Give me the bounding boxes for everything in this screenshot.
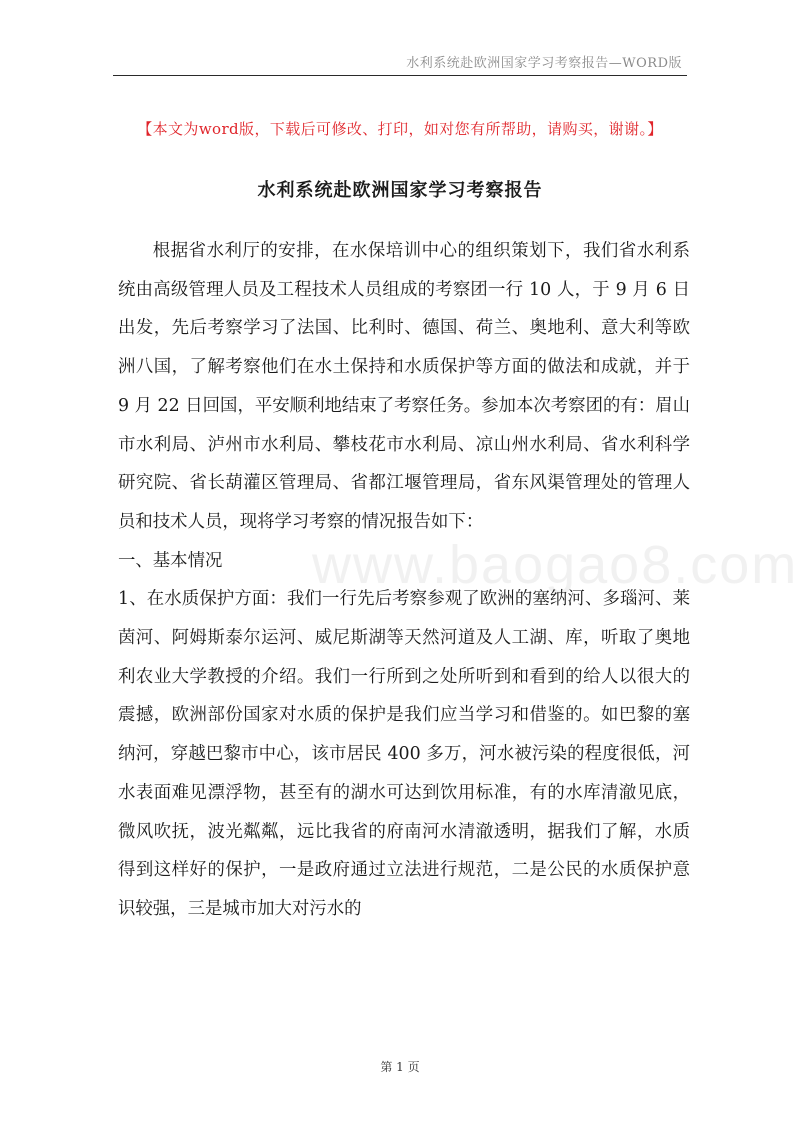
running-header: 水利系统赴欧洲国家学习考察报告—WORD版	[406, 56, 682, 71]
watermark: www.baogao8.com	[312, 535, 799, 595]
item-paragraph: 1、在水质保护方面：我们一行先后考察参观了欧洲的塞纳河、多瑙河、莱茵河、阿姆斯泰尔运河、威尼斯湖等天然河道及人工湖、库，听取了奥地利农业大学教授的介绍。我们一行所到之处所听到和看到的给人以很大的震撼，欧洲部份国家对水质的保护是我们应当学习和借鉴的。如巴黎的塞纳河，穿越巴黎市中心，该市居民 400 多万，河水被污染的程度很低，河水表面难见漂浮物，甚至有的湖水可达到饮用标准，有的水库清澈见底，微风吹抚，波光粼粼，远比我省的府南河水清澈透明，据我们了解，水质得到这样好的保护，一是政府通过立法进行规范，二是公民的水质保护意识较强，三是城市加大对污水的	[118, 589, 690, 919]
header-divider	[113, 75, 687, 76]
purchase-notice: 【本文为word版，下载后可修改、打印，如对您有所帮助，请购买，谢谢。】	[137, 120, 663, 138]
intro-paragraph: 根据省水利厅的安排，在水保培训中心的组织策划下，我们省水利系统由高级管理人员及工程技术人员组成的考察团一行 10 人，于 9 月 6 日出发，先后考察学习了法国、比利时、德国、荷兰、奥地利、意大利等欧洲八国，了解考察他们在水土保持和水质保护等方面的做法和成就，并于 9 月 22 日回国，平安顺利地结束了考察任务。参加本次考察团的有：眉山市水利局、泸州市水利局、攀枝花市水利局、凉山州水利局、省水利科学研究院、省长葫灌区管理局、省都江堰管理局，省东风渠管理处的管理人员和技术人员，现将学习考察的情况报告如下：	[118, 241, 690, 532]
document-body	[118, 232, 690, 929]
document-title: 水利系统赴欧洲国家学习考察报告	[257, 180, 543, 201]
section-heading: 一、基本情况	[118, 550, 223, 571]
page-number: 第 1 页	[380, 1060, 420, 1074]
